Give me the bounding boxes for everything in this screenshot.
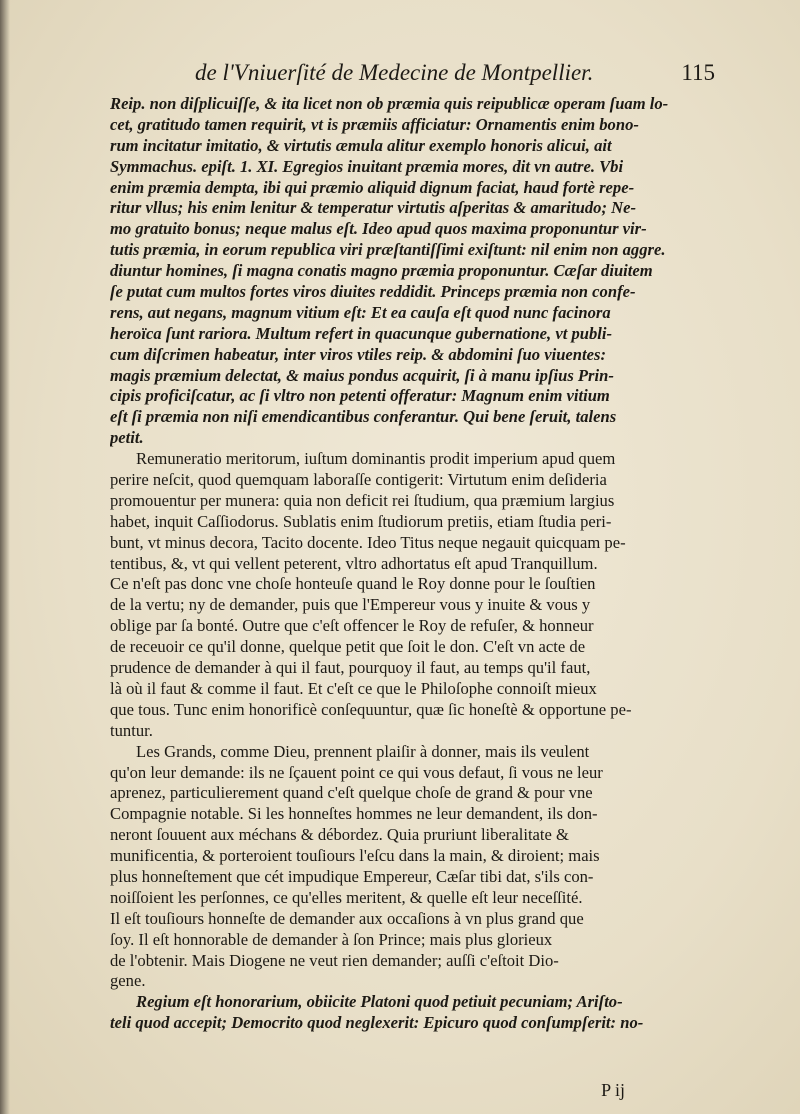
text-line: de receuoir ce qu'il donne, quelque petit que ſoit le don. C'eſt vn acte de — [110, 637, 586, 657]
text-line: tuntur. — [110, 720, 153, 740]
signature-mark: P ij — [601, 1080, 625, 1100]
text-line: neront ſouuent aux méchans & débordez. Quia pruriunt liberalitate & — [110, 825, 569, 845]
text-line: habet, inquit Caſſiodorus. Sublatis enim ſtudiorum pretiis, etiam ſtudia peri- — [110, 511, 612, 531]
text-line: Ce n'eſt pas donc vne choſe honteuſe quand le Roy donne pour le ſouſtien — [110, 574, 596, 594]
text-line: Compagnie notable. Si les honneſtes hommes ne leur demandent, ils don- — [110, 804, 598, 824]
text-line: diuntur homines, ſi magna conatis magno præmia proponuntur. Cæſar diuitem — [110, 261, 653, 281]
page-binding-edge — [0, 0, 10, 1114]
text-line: là où il faut & comme il faut. Et c'eſt ce que le Philoſophe connoiſt mieux — [110, 678, 597, 698]
text-line: teli quod accepit; Democrito quod neglexerit: Epicuro quod conſumpſerit: no- — [110, 1013, 644, 1033]
running-header — [195, 60, 715, 86]
text-line: noiſſoient les perſonnes, ce qu'elles meritent, & quelle eſt leur neceſſité. — [110, 887, 583, 907]
text-line: cum diſcrimen habeatur, inter viros vtiles reip. & abdomini ſuo viuentes: — [110, 344, 606, 364]
text-line: rum incitatur imitatio, & virtutis æmula alitur exemplo honoris alicui, ait — [110, 135, 612, 155]
text-line: ſoy. Il eſt honnorable de demander à ſon Prince; mais plus glorieux — [110, 929, 553, 949]
text-line: Remuneratio meritorum, iuſtum dominantis prodit imperium apud quem — [136, 449, 616, 469]
text-line: enim præmia dempta, ibi qui præmio aliquid dignum faciat, haud fortè repe- — [110, 177, 635, 197]
text-line: aprenez, particulierement quand c'eſt quelque choſe de grand & pour vne — [110, 783, 593, 803]
running-title: de l'Vniuerſité de Medecine de Montpellier. — [195, 60, 594, 85]
text-line: heroïca ſunt rariora. Multum refert in quacunque gubernatione, vt publi- — [110, 323, 613, 343]
text-line: Il eſt touſiours honneſte de demander aux occaſions à vn plus grand que — [110, 908, 584, 928]
text-line: eſt ſi præmia non niſi emendicantibus conferantur. Qui bene ſeruit, talens — [110, 407, 617, 427]
text-line: tutis præmia, in eorum republica viri præſtantiſſimi exiſtunt: nil enim non aggre. — [110, 240, 666, 260]
text-line: Reip. non diſplicuiſſe, & ita licet non ob præmia quis reipublicæ operam ſuam lo- — [110, 94, 669, 113]
paragraph — [110, 992, 717, 1034]
text-line: munificentia, & porteroient touſiours l'eſcu dans la main, & diroient; mais — [110, 846, 600, 866]
text-line: qu'on leur demande: ils ne ſçauent point ce qui vous defaut, ſi vous ne leur — [110, 762, 603, 782]
text-line: cet, gratitudo tamen requirit, vt is præmiis afficiatur: Ornamentis enim bono- — [110, 114, 639, 134]
paragraph — [110, 94, 717, 449]
text-line: oblige par ſa bonté. Outre que c'eſt offencer le Roy de refuſer, & honneur — [110, 616, 594, 636]
text-line: que tous. Tunc enim honorificè conſequuntur, quæ ſic honeſtè & opportune pe- — [110, 699, 632, 719]
text-line: perire neſcit, quod quemquam laboraſſe contigerit: Virtutum enim deſideria — [110, 470, 607, 490]
text-line: ſe putat cum multos fortes viros diuites reddidit. Princeps præmia non confe- — [110, 282, 636, 302]
text-line: magis præmium delectat, & maius pondus acquirit, ſi à manu ipſius Prin- — [110, 365, 614, 385]
body-text — [110, 94, 717, 1034]
text-line: ritur vllus; his enim lenitur & temperatur virtutis aſperitas & amaritudo; Ne- — [110, 198, 636, 218]
text-line: de la vertu; ny de demander, puis que l'Empereur vous y inuite & vous y — [110, 595, 591, 615]
text-line: Regium eſt honorarium, obiicite Platoni quod petiuit pecuniam; Ariſto- — [136, 992, 623, 1012]
text-line: gene. — [110, 971, 146, 991]
text-line: prudence de demander à qui il faut, pourquoy il faut, au temps qu'il faut, — [110, 658, 591, 678]
paragraph — [110, 449, 717, 741]
text-line: promouentur per munera: quia non deficit rei ſtudium, qua præmium largius — [110, 490, 615, 510]
text-line: mo gratuito bonus; neque malus eſt. Ideo apud quos maxima proponuntur vir- — [110, 219, 647, 239]
text-line: petit. — [110, 428, 144, 448]
text-line: cipis proficiſcatur, ac ſi vltro non petenti offeratur: Magnum enim vitium — [110, 386, 610, 406]
text-line: tentibus, &, vt qui vellent peterent, vltro adhortatus eſt apud Tranquillum. — [110, 553, 598, 573]
paragraph — [110, 742, 717, 993]
text-line: Les Grands, comme Dieu, prennent plaiſir à donner, mais ils veulent — [136, 741, 590, 761]
text-line: de l'obtenir. Mais Diogene ne veut rien demander; auſſi c'eſtoit Dio- — [110, 950, 559, 970]
text-line: Symmachus. epiſt. 1. XI. Egregios inuitant præmia mores, dit vn autre. Vbi — [110, 156, 624, 176]
page-number: 115 — [681, 60, 715, 85]
text-line: bunt, vt minus decora, Tacito docente. Ideo Titus neque negauit quicquam pe- — [110, 532, 626, 552]
text-line: rens, aut negans, magnum vitium eſt: Et ea cauſa eſt quod nunc facinora — [110, 302, 611, 322]
text-line: plus honneſtement que cét impudique Empereur, Cæſar tibi dat, s'ils con- — [110, 866, 594, 886]
